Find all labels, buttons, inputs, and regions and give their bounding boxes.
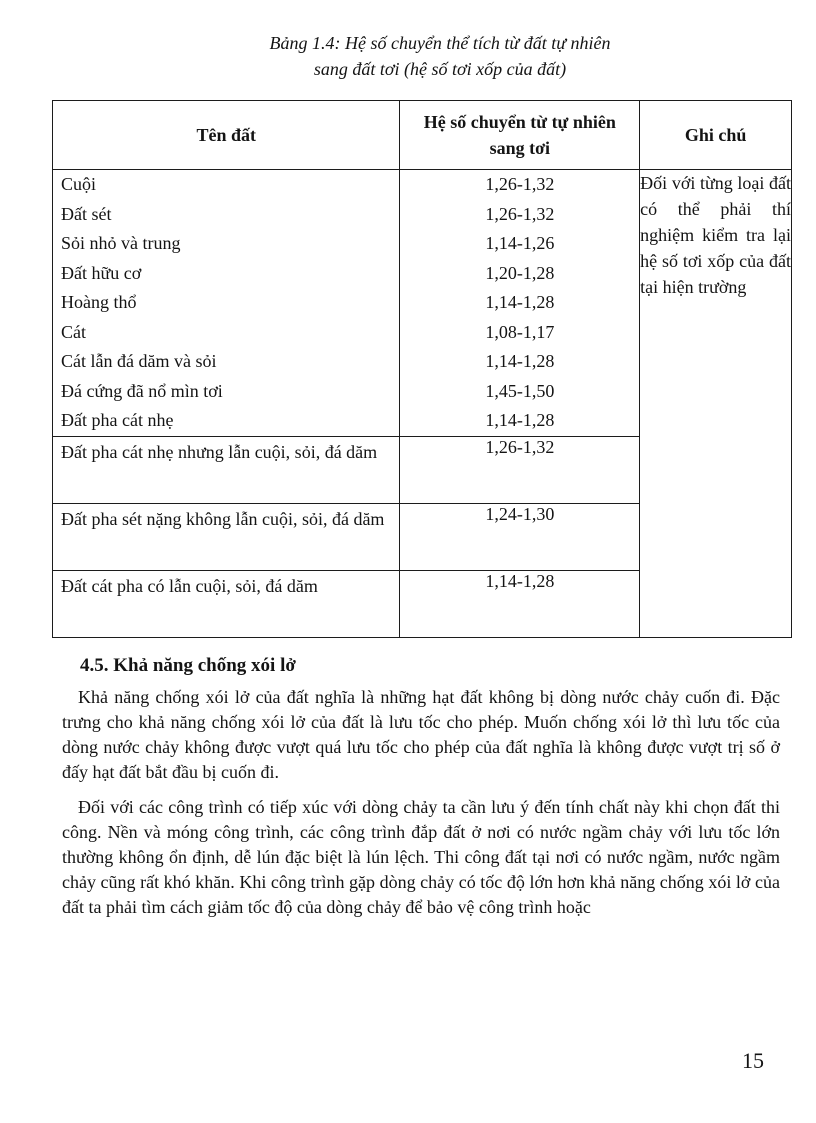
header-coefficient: Hệ số chuyển từ tự nhiên sang tơi: [400, 101, 640, 170]
coefficient-value: 1,14-1,28: [485, 410, 555, 430]
section-body: [62, 685, 780, 930]
soil-name: Cát lẫn đá dăm và sỏi: [61, 351, 217, 371]
soil-name: Đất pha cát nhẹ: [61, 410, 174, 430]
soil-name: Đá cứng đã nổ mìn tơi: [61, 380, 223, 401]
soil-coefficient-table: [52, 100, 792, 638]
caption-line-2: sang đất tơi (hệ số tơi xốp của đất): [313, 59, 567, 79]
group-values-cell: [400, 170, 640, 437]
coefficient-value: 1,14-1,28: [400, 570, 640, 637]
soil-name: Sỏi nhỏ và trung: [61, 233, 181, 253]
coefficient-value: 1,14-1,28: [485, 292, 555, 312]
page-number: 15: [742, 1048, 764, 1073]
coefficient-value: 1,20-1,28: [485, 262, 555, 283]
header-soil-name: Tên đất: [53, 101, 400, 170]
soil-name: Đất pha cát nhẹ nhưng lẫn cuội, sỏi, đá dăm: [53, 436, 400, 503]
coefficient-value: 1,26-1,32: [485, 203, 555, 224]
paragraph: Đối với các công trình có tiếp xúc với dòng chảy ta cần lưu ý đến tính chất này khi chọn đất thi công. Nền và móng công trình, các công trình đắp đất ở nơi có nước ngầm chảy với lưu tốc lớn thường không ổn định, dễ lún đặc biệt là lún lệch. Thi công đất tại nơi có nước ngầm, nước ngầm chảy cũng rất khó khăn. Khi công trình gặp dòng chảy có tốc độ lớn hơn khả năng chống xói lở của đất ta phải tìm cách giảm tốc độ của dòng chảy để bảo vệ công trình hoặc: [62, 797, 780, 917]
coefficient-value: 1,14-1,28: [485, 351, 555, 371]
coefficient-value: 1,08-1,17: [485, 321, 555, 342]
table-caption: [150, 30, 730, 82]
caption-line-1: Bảng 1.4: Hệ số chuyển thể tích từ đất tự nhiên: [269, 33, 611, 53]
coefficient-value: 1,14-1,26: [485, 233, 555, 253]
header-note: Ghi chú: [640, 101, 792, 170]
coefficient-value: 1,45-1,50: [485, 380, 555, 401]
table-header-row: [53, 101, 792, 170]
soil-name: Đất hữu cơ: [61, 262, 142, 283]
group-names-cell: [53, 170, 400, 437]
note-cell: [640, 170, 792, 638]
paragraph: Khả năng chống xói lở của đất nghĩa là những hạt đất không bị dòng nước chảy cuốn đi. Đặc trưng cho khả năng chống xói lở của đất là lưu tốc cho phép. Muốn chống xói lở thì lưu tốc của dòng nước chảy không được vượt quá lưu tốc cho phép của đất nghĩa là không được vượt trị số ở đấy hạt đất bắt đầu bị cuốn đi.: [62, 687, 780, 782]
soil-name: Đất pha sét nặng không lẫn cuội, sỏi, đá dăm: [53, 503, 400, 570]
soil-name: Đất sét: [61, 203, 112, 224]
table-row: [53, 170, 792, 437]
coefficient-value: 1,26-1,32: [400, 436, 640, 503]
section-heading: 4.5. Khả năng chống xói lở: [80, 655, 296, 676]
soil-name: Đất cát pha có lẫn cuội, sỏi, đá dăm: [53, 570, 400, 637]
soil-name: Hoàng thổ: [61, 292, 137, 312]
coefficient-value: 1,24-1,30: [400, 503, 640, 570]
soil-name: Cát: [61, 321, 86, 342]
coefficient-value: 1,26-1,32: [485, 174, 555, 194]
soil-name: Cuội: [61, 174, 97, 194]
note-text: Đối với từng loại đất có thể phải thí nghiệm kiểm tra lại hệ số tơi xốp của đất tại hiện trường: [640, 173, 791, 297]
